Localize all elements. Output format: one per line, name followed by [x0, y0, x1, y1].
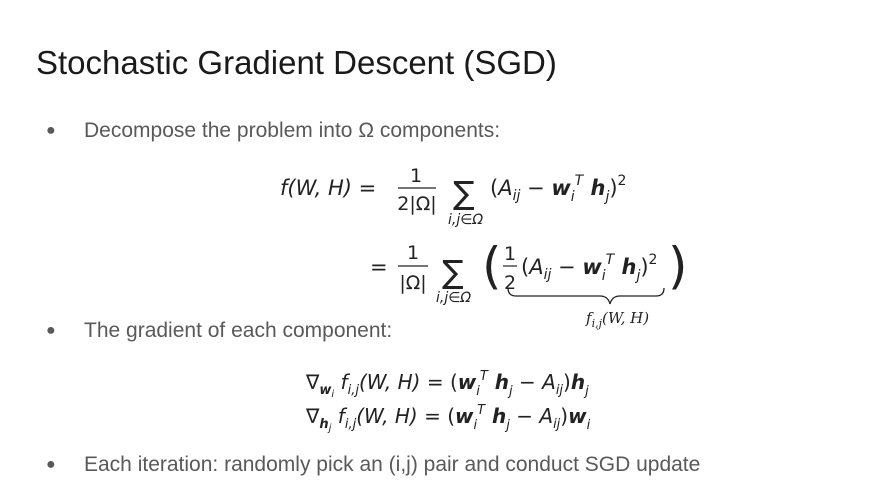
bullet-text: Each iteration: randomly pick an (i,j) pair and conduct SGD update [84, 453, 701, 476]
bullet-text: Decompose the problem into Ω components: [84, 119, 501, 142]
left-paren: ( [482, 237, 502, 295]
underbrace-label: $f_{i,j}(W$, H) [586, 309, 650, 330]
gradient-w-equation: $\nabla_wi$ $f_{i,j}(W$, $H) = (w_i^T$ $h_j - A_{ij})h_j$ [306, 369, 589, 400]
half-numerator: 1 [503, 243, 517, 265]
sum-symbol-1: ∑ [453, 174, 475, 212]
underbrace [508, 288, 664, 304]
bullet-marker: ● [46, 456, 56, 473]
right-paren: ) [668, 237, 688, 295]
bullet-text: The gradient of each component: [84, 319, 393, 342]
frac1-numerator: 1 [409, 165, 423, 187]
bullet-marker: ● [46, 122, 56, 139]
frac1-denominator: 2|Ω| [397, 193, 437, 215]
half-denominator: 2 [503, 272, 517, 294]
objective-lhs: f(W, H) = [280, 176, 377, 200]
slide-title: Stochastic Gradient Descent (SGD) [36, 44, 557, 81]
gradient-equations [300, 365, 630, 435]
sum-subscript-1: i,j∈Ω [448, 212, 484, 228]
bullet-iteration [46, 453, 700, 477]
sum-subscript-2: i,j∈Ω [436, 290, 472, 306]
frac2-numerator: 1 [406, 242, 420, 264]
term2: ($A_{ij} - w_i^T$ $h_j)^2$ [521, 252, 658, 284]
frac2-denominator: |Ω| [399, 272, 427, 294]
bullet-marker: ● [46, 322, 56, 339]
term1: ($A_{ij} - w_i^T$ $h_j)^2$ [490, 173, 627, 205]
sum-symbol-2: ∑ [442, 253, 464, 291]
gradient-h-equation: $\nabla_hj$ $f_{i,j}(W$, $H) = (w_i^T$ $h_j - A_{ij})w_i$ [306, 403, 591, 434]
objective-equation [270, 150, 700, 330]
second-line-eq: = [370, 255, 388, 279]
bullet-decompose [46, 119, 500, 143]
